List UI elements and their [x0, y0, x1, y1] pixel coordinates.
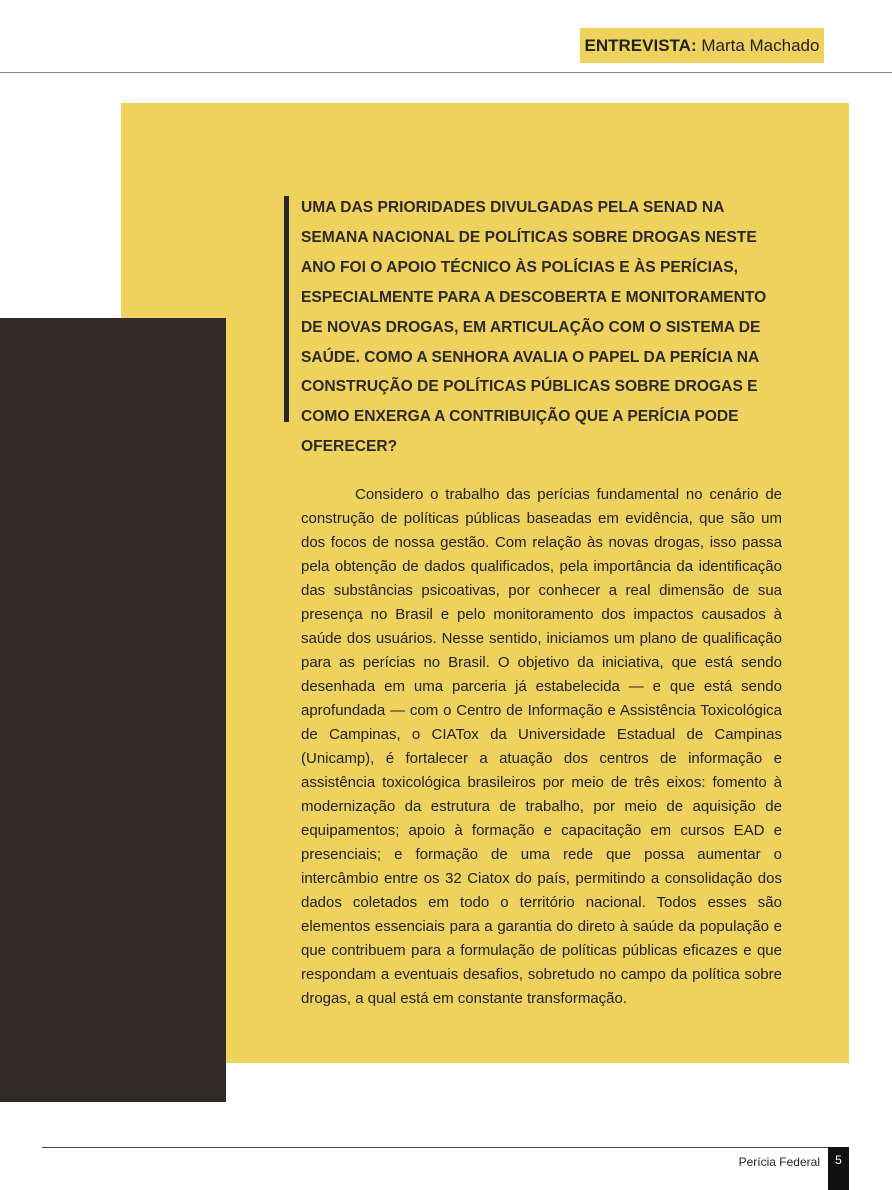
answer-text: Considero o trabalho das perícias fundamental no cenário de construção de políticas públicas baseadas em evidência, que são um dos focos de nossa gestão. Com relação às novas drogas, isso passa pela obtenção de dados qualificados, pela importância da identificação das substâncias psicoativas, por conhecer a real dimensão de sua presença no Brasil e pelo monitoramento dos impactos causados à saúde dos usuários. Nesse sentido, iniciamos um plano de qualificação para as perícias no Brasil. O objetivo da iniciativa, que está sendo desenhada em uma parceria já estabelecida — e que está sendo aprofundada — com o Centro de Informação e Assistência Toxicológica de Campinas, o CIATox da Universidade Estadual de Campinas (Unicamp), é fortalecer a atuação dos centros de informação e assistência toxicológica brasileiros por meio de três eixos: fomento à modernização da estrutura de trabalho, por meio de aquisição de equipamentos; apoio à formação e capacitação em cursos EAD e presenciais; e formação de uma rede que possa aumentar o intercâmbio entre os 32 Ciatox do país, permitindo a consolidação dos dados coletados em todo o território nacional. Todos esses são elementos essenciais para a garantia do direto à saúde da população e que contribuem para a formulação de políticas públicas eficazes e que respondam a eventuais desafios, sobretudo no campo da política sobre drogas, a qual está em constante transformação.: [301, 486, 782, 1007]
page-number: 5: [828, 1147, 849, 1190]
section-tag-label: ENTREVISTA:: [584, 36, 697, 55]
interview-answer: [301, 483, 782, 1011]
header-divider: [0, 72, 892, 73]
section-tag: [580, 28, 824, 63]
footer-divider: [42, 1147, 828, 1148]
dark-decorative-block: [0, 318, 226, 1102]
interviewee-name: Marta Machado: [701, 36, 820, 55]
interview-question: UMA DAS PRIORIDADES DIVULGADAS PELA SENAD NA SEMANA NACIONAL DE POLÍTICAS SOBRE DROGAS NESTE ANO FOI O APOIO TÉCNICO ÀS POLÍCIAS E ÀS PERÍCIAS, ESPECIALMENTE PARA A DESCOBERTA E MONITORAMENTO DE NOVAS DROGAS, EM ARTICULAÇÃO COM O SISTEMA DE SAÚDE. COMO A SENHORA AVALIA O PAPEL DA PERÍCIA NA CONSTRUÇÃO DE POLÍTICAS PÚBLICAS SOBRE DROGAS E COMO ENXERGA A CONTRIBUIÇÃO QUE A PERÍCIA PODE OFERECER?: [301, 199, 767, 456]
publication-title: Perícia Federal: [738, 1155, 820, 1169]
question-accent-bar: [284, 196, 289, 422]
